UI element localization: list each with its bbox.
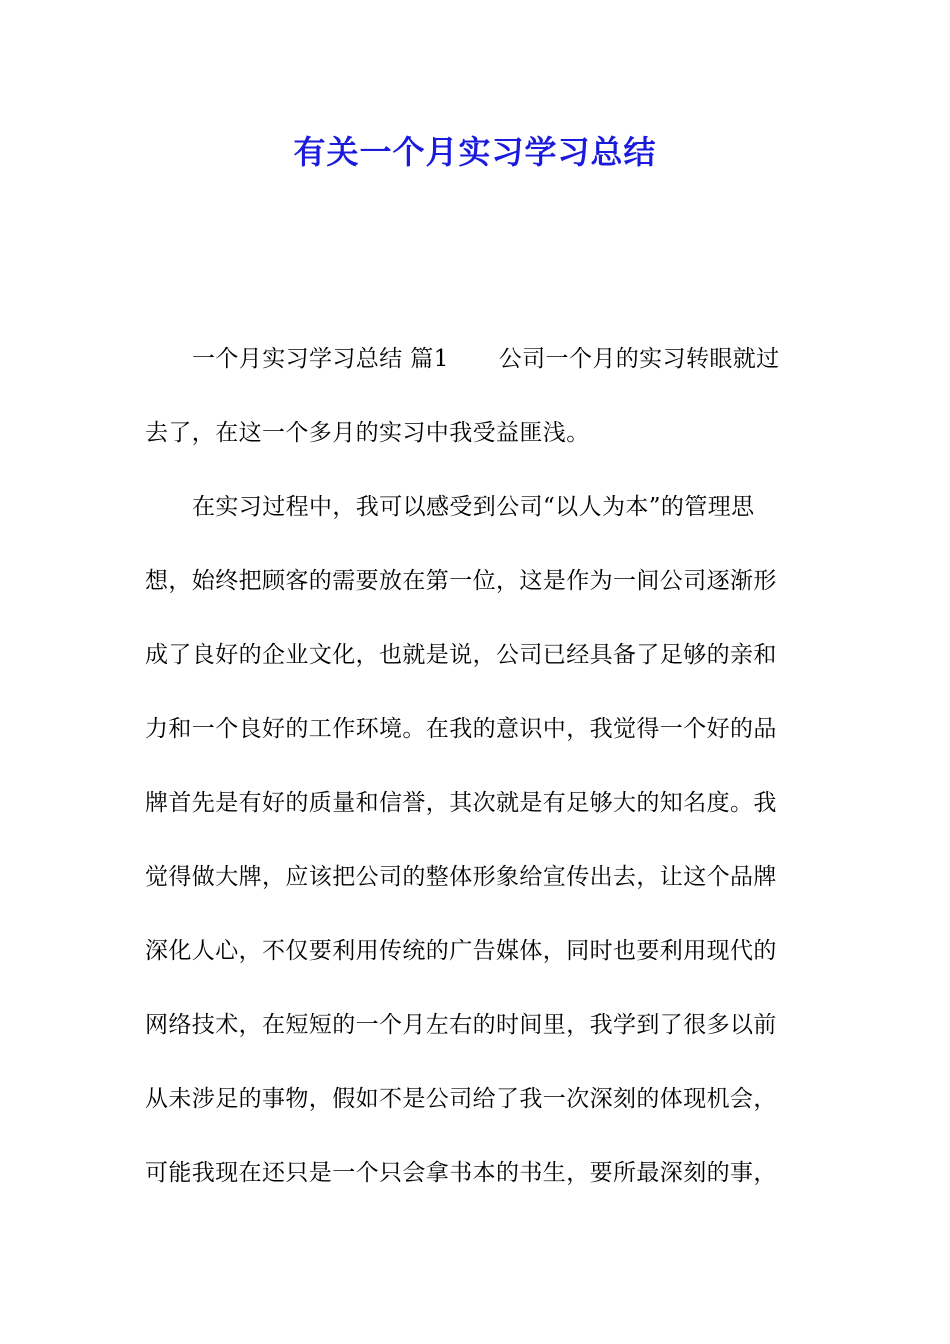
- paragraph-line: [145, 338, 807, 412]
- paragraph-line: 可能我现在还只是一个只会拿书本的书生，要所最深刻的事，: [145, 1160, 777, 1186]
- paragraph-line: 牌首先是有好的质量和信誉，其次就是有足够大的知名度。我: [145, 790, 777, 816]
- paragraph-line: 深化人心，不仅要利用传统的广告媒体，同时也要利用现代的: [145, 938, 777, 964]
- paragraph-line: 想，始终把顾客的需要放在第一位，这是作为一间公司逐渐形: [145, 568, 777, 594]
- paragraph-line: 在实习过程中，我可以感受到公司“以人为本”的管理思: [192, 494, 755, 520]
- paragraph-line: 力和一个良好的工作环境。在我的意识中，我觉得一个好的品: [145, 716, 777, 742]
- paragraph-line: 去了，在这一个多月的实习中我受益匪浅。: [145, 420, 590, 446]
- paragraph-line: 成了良好的企业文化，也就是说，公司已经具备了足够的亲和: [145, 642, 777, 668]
- paragraph-line: 网络技术，在短短的一个月左右的时间里，我学到了很多以前: [145, 1012, 777, 1038]
- paragraph-line: 觉得做大牌，应该把公司的整体形象给宣传出去，让这个品牌: [145, 864, 777, 890]
- section-heading: 一个月实习学习总结 篇1: [192, 346, 449, 372]
- document-title: 有关一个月实习学习总结: [293, 133, 657, 171]
- paragraph-line: 从未涉足的事物，假如不是公司给了我一次深刻的体现机会，: [145, 1086, 777, 1112]
- document-body: [145, 338, 807, 1226]
- paragraph-text: 公司一个月的实习转眼就过: [498, 346, 780, 372]
